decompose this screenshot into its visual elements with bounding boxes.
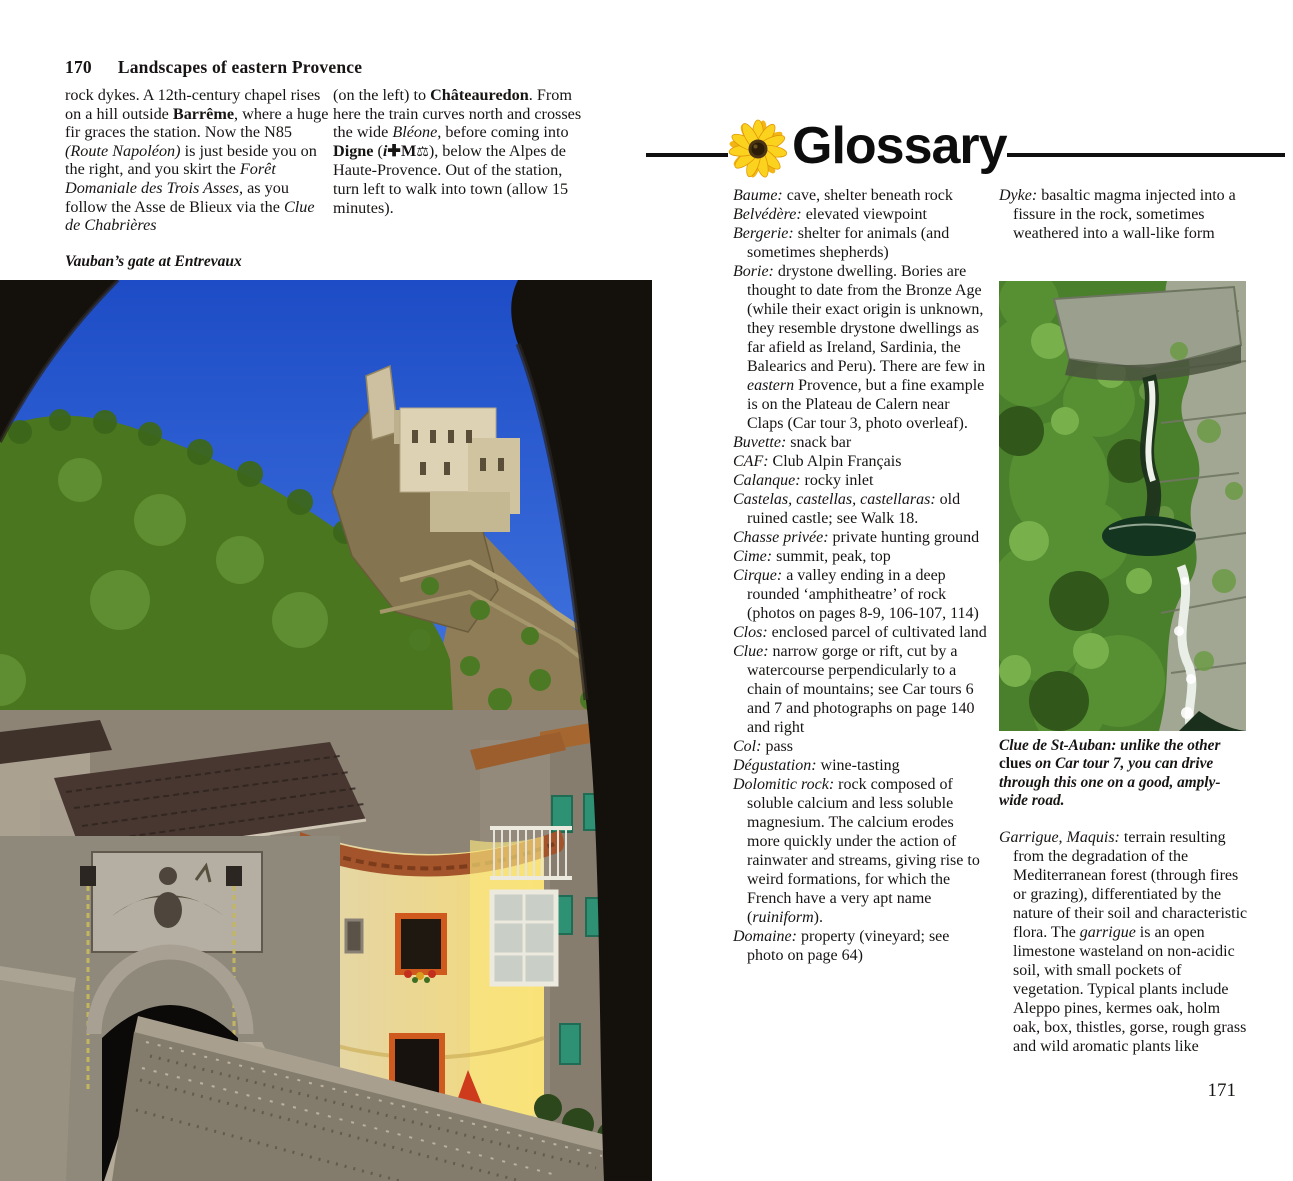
photo-caption-entrevaux: Vauban’s gate at Entrevaux (65, 253, 242, 270)
glossary-entry: Bergerie: shelter for animals (and sometimes shepherds) (733, 225, 950, 261)
page-number-left: 170 (65, 57, 92, 77)
glossary-entry: Col: pass (733, 738, 794, 755)
glossary-entry: Garrigue, Maquis: terrain resulting from the degradation of the Mediterranean forest (through fires or grazing), differentiated by the nature of their soil and characteristic flora. The garrigue is an open limestone wasteland on non-acidic soil, with small pockets of vegetation. Typical plants include Aleppo pines, kermes oak, holm oak, box, thistles, gorse, rough grass and wild aromatic plants like (999, 829, 1248, 1055)
sunflower-icon (727, 118, 789, 180)
glossary-title: Glossary (792, 117, 1007, 175)
running-head (65, 57, 362, 78)
glossary-entry: Dyke: basaltic magma injected into a fissure in the rock, sometimes weathered into a wall-like form (999, 187, 1236, 242)
glossary-entry: Cime: summit, peak, top (733, 548, 891, 565)
glossary-column-2-bottom (999, 828, 1251, 1056)
glossary-column-1 (733, 186, 987, 965)
body-text-column-2: (on the left) to Châteauredon. From here the train curves north and crosses the wide Bléone, before coming into Digne (i✚M⚖), below the Alpes de Haute-Provence. Out of the station, turn left to walk into town (allow 15 minutes). (333, 86, 582, 217)
glossary-entry: Baume: cave, shelter beneath rock (733, 187, 953, 204)
glossary-rule-right (1007, 153, 1285, 157)
entrevaux-gate-photo (0, 280, 652, 1181)
glossary-entry: Cirque: a valley ending in a deep rounded ‘amphitheatre’ of rock (photos on pages 8-9, 106-107, 114) (733, 567, 979, 622)
photo-caption-clue-st-auban: Clue de St-Auban: unlike the other clues on Car tour 7, you can drive through this one on a good, amply-wide road. (999, 737, 1221, 810)
glossary-entry: Calanque: rocky inlet (733, 472, 874, 489)
glossary-entry: Dégustation: wine-tasting (733, 757, 900, 774)
glossary-entry: Buvette: snack bar (733, 434, 852, 451)
glossary-entry: Castelas, castellas, castellaras: old ruined castle; see Walk 18. (733, 491, 961, 527)
glossary-entry: Clos: enclosed parcel of cultivated land (733, 624, 987, 641)
page-number-right: 171 (1207, 1080, 1236, 1101)
glossary-entry: Clue: narrow gorge or rift, cut by a watercourse perpendicularly to a chain of mountains; see Car tours 6 and 7 and photographs on page 140 and right (733, 643, 975, 736)
running-head-title: Landscapes of eastern Provence (117, 57, 363, 77)
glossary-column-2 (999, 186, 1249, 243)
glossary-rule-left (646, 153, 728, 157)
glossary-entry: CAF: Club Alpin Français (733, 453, 902, 470)
body-text-column-1: rock dykes. A 12th-century chapel rises on a hill outside Barrême, where a huge fir graces the station. Now the N85 (Route Napoléon) is just beside you on the right, and you skirt the Forêt Domaniale des Trois Asses, as you follow the Asse de Blieux via the Clue de Chabrières (65, 86, 329, 235)
glossary-entry: Dolomitic rock: rock composed of soluble calcium and less soluble magnesium. The calcium erodes more quickly under the action of rainwater and streams, giving rise to weird formations, for which the French have a very apt name (ruiniform). (733, 776, 980, 926)
glossary-entry: Borie: drystone dwelling. Bories are thought to date from the Bronze Age (while their exact origin is unknown, they resemble drystone dwellings as far afield as Ireland, Sardinia, the Balearics and Peru). There are few in eastern Provence, but a fine example is on the Plateau de Calern near Claps (Car tour 3, photo overleaf). (733, 263, 986, 432)
glossary-entry: Chasse privée: private hunting ground (733, 529, 980, 546)
glossary-entry: Belvédère: elevated viewpoint (733, 206, 927, 223)
gorge-photo (999, 281, 1246, 731)
glossary-entry: Domaine: property (vineyard; see photo on page 64) (733, 928, 950, 964)
